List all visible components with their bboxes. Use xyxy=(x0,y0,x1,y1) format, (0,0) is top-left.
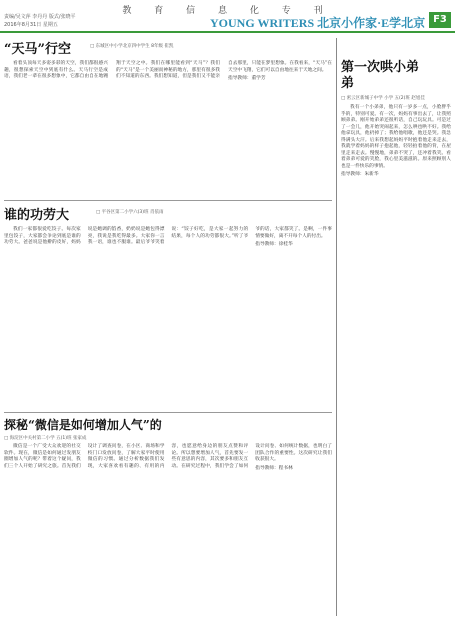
page-number-badge: F3 xyxy=(429,12,451,28)
article-columns xyxy=(341,105,451,179)
article-columns xyxy=(4,444,332,472)
editor-credits: 责编/吴文萍 李丹丹 版式/张晓平 xyxy=(4,14,76,20)
article-byline: □ 平谷区第二小学六(3)班 肖依雨 xyxy=(96,210,164,215)
masthead xyxy=(0,0,455,34)
section-divider xyxy=(4,200,332,201)
article-byline: □ 密云区新城子中学 小学 五(2)班 赵旭佳 xyxy=(341,96,425,101)
masthead-rule xyxy=(0,31,455,33)
section-brand: YOUNG WRITERS 北京小作家·E学北京 xyxy=(210,16,426,30)
article-columns xyxy=(4,227,332,249)
article-body: 看着头顶每天多姿多彩的天空，我们都很感兴趣，很想探索天空中到底有什么。天马行空是成语，我们老一辈在很多想象中，它都自由自在地翱翔于天空之中。我们在哪里能看到“天马”？我们的“天马”是一个美丽而神秘的地方，那里有很多我们不知道的东西。我们想知道，但是我们又不能亲自去那里，只能在梦里想象。在我看来，“天马”在天空中飞翔，它们可以自由地往来于天地之间。 xyxy=(4,61,332,79)
issue-date: 2016年8月31日 星期五 xyxy=(4,22,58,28)
article-teacher: 指导教师：徐桂华 xyxy=(255,242,293,247)
article-title: “天马”行空 xyxy=(4,42,71,57)
article-title: 第一次哄小弟弟 xyxy=(341,60,420,91)
column-divider xyxy=(336,38,337,616)
article-byline: □ 海淀区中关村第二小学 五(1)班 张家成 xyxy=(4,436,87,441)
article-body: 我们一家都很爱吃饺子。每次家里包饺子，大家都会争论到底是谁的功劳大。爸爸说是他擀的皮好，妈妈说是她调的馅香，奶奶说是她包得漂亮，我说是我吃得最多。大家你一言我一语，谁也不服谁。最后爷爷笑着说：“饺子好吃，是大家一起努力的结果，每个人的功劳都很大。”听了爷爷的话，大家都笑了。是啊，一件事情要做好，离不开每个人的付出。 xyxy=(4,227,332,245)
article-sky-horse xyxy=(4,38,332,198)
article-teacher: 指导教师：朱新华 xyxy=(341,172,379,177)
article-body: 我有一个小弟弟，他只有一岁多一点，小脸胖乎乎的，特别可爱。有一次，妈妈有事出去了，让我照顾弟弟。刚开始弟弟还很听话，自己玩玩具。可是过了一会儿，他开始哭闹起来，怎么哄也哄不好。我给他拿玩具，他扔掉了；我给他唱歌，他还是哭。我急得满头大汗。后来我想起妈妈平时抱着他走来走去，我就学着妈妈的样子抱起他，轻轻拍着他的背，在屋里走来走去。慢慢地，弟弟不哭了，还冲着我笑。看着弟弟可爱的笑脸，我心里美滋滋的。原来照顾别人也是一件快乐的事情。 xyxy=(341,105,451,169)
article-columns xyxy=(4,61,332,83)
article-wechat xyxy=(4,416,332,616)
article-teacher: 指导教师：程书林 xyxy=(255,465,293,471)
article-title: 谁的功劳大 xyxy=(4,208,70,223)
article-body: 微信是一个广受大众欢迎的社交软件。现在，微信是如何通过发朋友圈增加人气的呢？带着这个疑问，我们三个人开始了研究之旅。首先我们设计了调查问卷，在小区、商场和学校门口发放问卷，了解大家平时使用微信的习惯。通过分析数据我们发现，大家喜欢看有趣的、有用的内容，也愿意给身边的朋友点赞和评论。所以想要增加人气，首先要发一些有意思的内容，其次要多和朋友互动。在研究过程中，我们学会了如何设计问卷、如何统计数据，也明白了团队合作的重要性。这次研究让我们收获很大。 xyxy=(4,444,332,469)
article-byline: □ 东城区中小学北京四中学生 8年级 崔凯 xyxy=(90,44,174,49)
section-divider xyxy=(4,412,332,413)
article-title: 探秘“微信是如何增加人气”的 xyxy=(4,418,162,432)
article-brother xyxy=(341,60,451,616)
article-credit xyxy=(4,204,332,412)
publication-title: 教 育 信 息 化 专 刊 xyxy=(122,6,333,16)
article-teacher: 指导教师：董学芳 xyxy=(228,76,266,81)
